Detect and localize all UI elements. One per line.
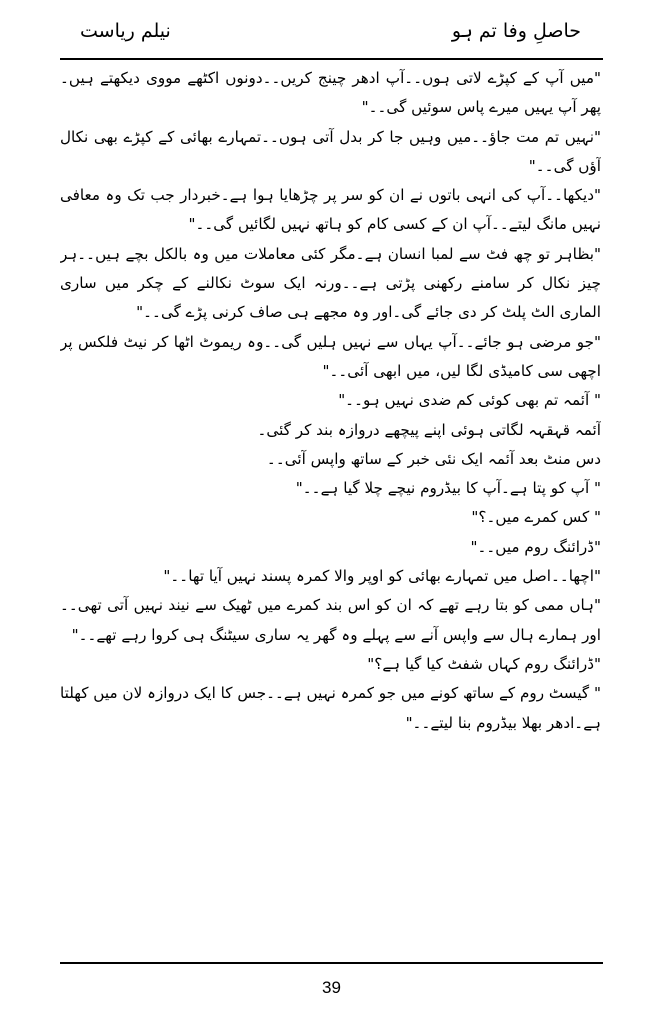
paragraph: دس منٹ بعد آئمہ ایک نئی خبر کے ساتھ واپس آئی۔۔ <box>266 449 601 468</box>
page-number: 39 <box>322 978 341 997</box>
paragraph: "دیکھا۔۔آپ کی انہی باتوں نے ان کو سر پر چڑھایا ہوا ہے۔خبردار جب تک وہ معافی نہیں مانگ لیتے۔۔آپ ان کے کسی کام کو ہاتھ نہیں لگائیں گی۔۔" <box>60 186 601 234</box>
paragraph: " آئمہ تم بھی کوئی کم ضدی نہیں ہو۔۔" <box>338 391 601 410</box>
paragraph: "بظاہر تو چھ فٹ سے لمبا انسان ہے۔مگر کئی معاملات میں وہ بالکل بچے ہیں۔۔ہر چیز نکال کر سامنے رکھنی پڑتی ہے۔۔ورنہ ایک سوٹ نکالنے کے چکر میں ساری الماری الٹ پلٹ کر دی جائے گی۔اور وہ مجھے ہی صاف کرنی پڑے گی۔۔" <box>60 244 601 322</box>
paragraph: "اچھا۔۔اصل میں تمہارے بھائی کو اوپر والا کمرہ پسند نہیں آیا تھا۔۔" <box>163 567 601 586</box>
paragraph: "ہاں ممی کو بتا رہے تھے کہ ان کو اس بند کمرے میں ٹھیک سے نیند نہیں آتی تھی۔۔اور ہمارے ہال سے واپس آنے سے پہلے وہ گھر یہ ساری سیٹنگ ہی کروا رہے تھے۔۔" <box>60 596 601 644</box>
paragraph: "ڈرائنگ روم میں۔۔" <box>470 537 601 556</box>
header-divider <box>60 58 603 60</box>
footer-divider <box>60 962 603 964</box>
paragraph: "جو مرضی ہو جائے۔۔آپ یہاں سے نہیں ہلیں گی۔۔وہ ریموٹ اٹھا کر نیٹ فلکس پر اچھی سی کامیڈی لگا لیں، میں ابھی آئی۔۔" <box>60 332 601 380</box>
book-title: حاصلِ وفا تم ہو <box>451 20 581 42</box>
paragraph: آئمہ قہقہہ لگاتی ہوئی اپنے پیچھے دروازہ بند کر گئی۔ <box>257 420 601 439</box>
paragraph: "نہیں تم مت جاؤ۔۔میں وہیں جا کر بدل آتی ہوں۔۔تمہارے بھائی کے کپڑے بھی نکال آؤں گی۔۔" <box>60 127 601 175</box>
page-header <box>60 14 603 54</box>
paragraph: " آپ کو پتا ہے۔آپ کا بیڈروم نیچے چلا گیا ہے۔۔" <box>295 479 601 498</box>
paragraph: " گیسٹ روم کے ساتھ کونے میں جو کمرہ نہیں ہے۔۔جس کا ایک دروازہ لان میں کھلتا ہے۔ادھر بھلا بیڈروم بنا لیتے۔۔" <box>60 684 601 732</box>
body-text <box>60 64 601 958</box>
paragraph: " کس کمرے میں۔؟" <box>471 508 601 527</box>
author-name: نیلم ریاست <box>80 20 171 42</box>
paragraph: "میں آپ کے کپڑے لاتی ہوں۔۔آپ ادھر چینج کریں۔۔دونوں اکٹھے مووی دیکھتے ہیں۔پھر آپ یہیں میرے پاس سوئیں گی۔۔" <box>60 69 601 117</box>
paragraph: "ڈرائنگ روم کہاں شفٹ کیا گیا ہے؟" <box>367 654 601 673</box>
